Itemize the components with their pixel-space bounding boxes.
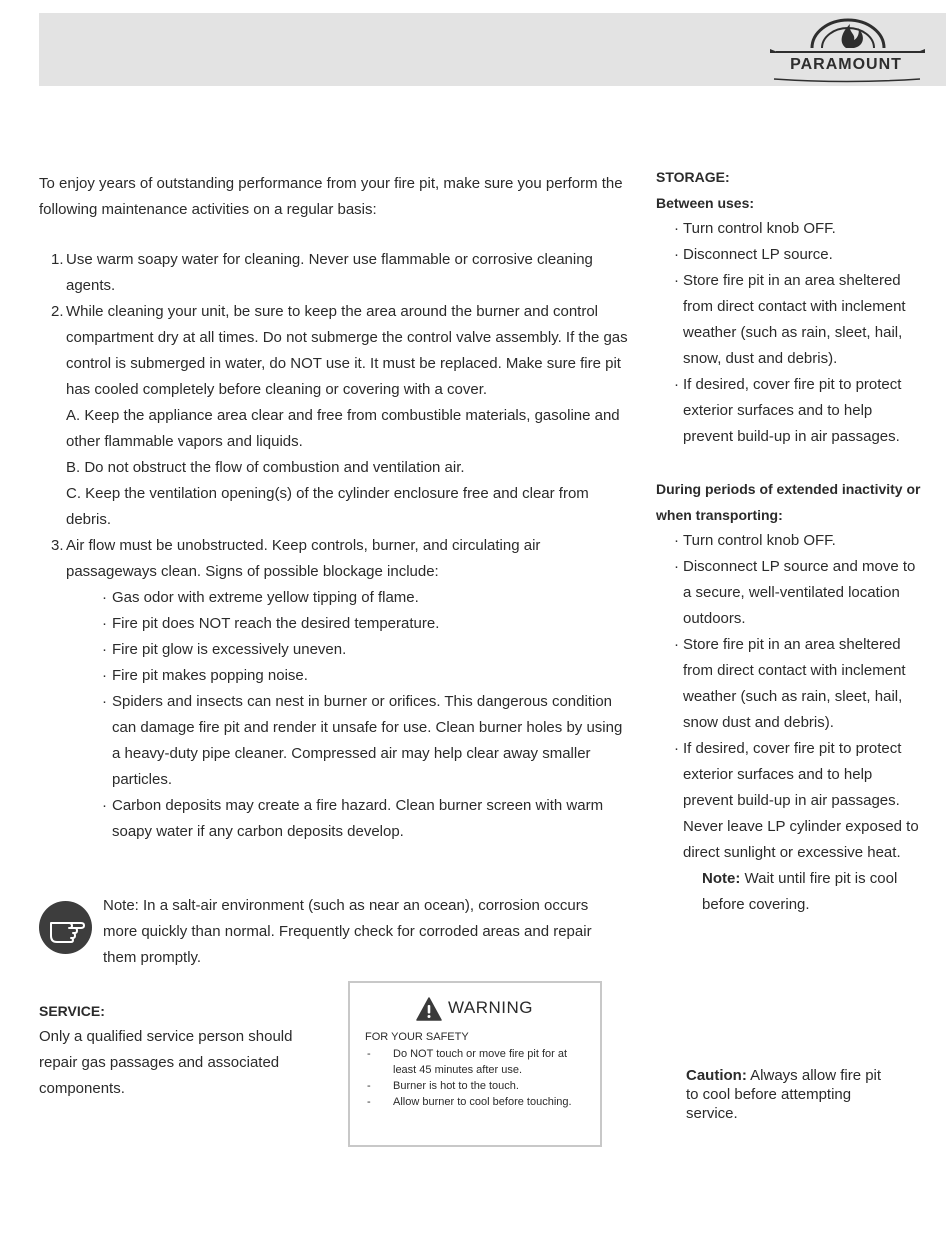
maintenance-intro: To enjoy years of outstanding performance from your fire pit, make sure you perform the following maintenance activities on a regular basis: (39, 175, 623, 218)
list-item: - Burner is hot to the touch. (365, 1078, 590, 1094)
list-item: · If desired, cover fire pit to protect exterior surfaces and to help prevent build-up in air passages. Never leave LP cylinder exposed to direct sunlight or excessive heat. (656, 736, 926, 866)
list-item: · If desired, cover fire pit to protect exterior surfaces and to help prevent build-up in air passages. (656, 372, 926, 450)
pointing-hand-icon (39, 901, 92, 954)
item-text: Air flow must be unobstructed. Keep controls, burner, and circulating air passageways clean. Signs of possible blockage include: (66, 537, 541, 580)
item-text: While cleaning your unit, be sure to keep the area around the burner and control compartment dry at all times. Do not submerge the control valve assembly. If the gas control is submerged in water, do NOT use it. It must be replaced. Make sure fire pit has cooled completely before cleaning or covering with a cover. (66, 303, 628, 398)
storage-title: STORAGE: (656, 169, 730, 185)
list-item: · Fire pit does NOT reach the desired temperature. (102, 611, 629, 637)
list-item: · Turn control knob OFF. (656, 528, 926, 554)
service-title: SERVICE: (39, 1003, 105, 1019)
list-item: - Do NOT touch or move fire pit for at least 45 minutes after use. (365, 1046, 590, 1078)
storage-section (656, 164, 926, 918)
warning-box (348, 981, 602, 1147)
warning-list (365, 1046, 590, 1110)
note-label: Note: (702, 870, 741, 887)
warning-triangle-icon (416, 997, 442, 1021)
sub-item-a: A. Keep the appliance area clear and free from combustible materials, gasoline and other flammable vapors and liquids. (66, 407, 620, 450)
maintenance-section (39, 171, 629, 845)
list-item: · Disconnect LP source. (656, 242, 926, 268)
extended-inactivity-title: During periods of extended inactivity or when transporting: (656, 481, 921, 523)
warning-subtitle: FOR YOUR SAFETY (365, 1031, 469, 1043)
item-number: 1. (51, 251, 64, 268)
list-item: · Disconnect LP source and move to a secure, well-ventilated location outdoors. (656, 554, 926, 632)
logo-wordmark: PARAMOUNT (790, 56, 902, 73)
list-item: - Allow burner to cool before touching. (365, 1094, 590, 1110)
paramount-logo (770, 18, 925, 86)
list-item: · Gas odor with extreme yellow tipping of flame. (102, 585, 629, 611)
list-item: · Store fire pit in an area sheltered from direct contact with inclement weather (such as rain, sleet, hail, snow dust and debris). (656, 632, 926, 736)
list-item: · Fire pit glow is excessively uneven. (102, 637, 629, 663)
service-text: Only a qualified service person should repair gas passages and associated components. (39, 1028, 293, 1097)
between-uses-title: Between uses: (656, 195, 755, 211)
list-item: · Turn control knob OFF. (656, 216, 926, 242)
maintenance-item-1 (39, 247, 629, 299)
note-text: Note: In a salt-air environment (such as near an ocean), corrosion occurs more quickly than normal. Frequently check for corroded areas and repair them promptly. (103, 897, 592, 966)
caution-text: Always allow fire pit to cool before attempting service. (686, 1067, 882, 1122)
list-item: · Store fire pit in an area sheltered from direct contact with inclement weather (such as rain, sleet, hail, snow, dust and debris). (656, 268, 926, 372)
maintenance-list (39, 247, 629, 845)
flame-logo-icon (770, 18, 925, 58)
item-text: Use warm soapy water for cleaning. Never use flammable or corrosive cleaning agents. (66, 251, 593, 294)
logo-underline-icon (770, 76, 925, 86)
item-number: 2. (51, 303, 64, 320)
maintenance-item-3 (39, 533, 629, 585)
caution-label: Caution: (686, 1067, 747, 1084)
service-section (39, 998, 329, 1102)
storage-note (656, 866, 926, 918)
note-text: Wait until fire pit is cool before covering. (702, 870, 898, 913)
caution-note (686, 1066, 886, 1123)
blockage-signs-list (39, 585, 629, 845)
item-number: 3. (51, 537, 64, 554)
warning-title: WARNING (448, 998, 534, 1017)
list-item: · Carbon deposits may create a fire hazard. Clean burner screen with warm soapy water if any carbon deposits develop. (102, 793, 629, 845)
sub-item-b: B. Do not obstruct the flow of combustion and ventilation air. (66, 459, 465, 476)
sub-item-c: C. Keep the ventilation opening(s) of the cylinder enclosure free and clear from debris. (66, 485, 589, 528)
maintenance-item-2 (39, 299, 629, 403)
list-item: · Fire pit makes popping noise. (102, 663, 629, 689)
list-item: · Spiders and insects can nest in burner or orifices. This dangerous condition can damage fire pit and render it unsafe for use. Clean burner holes by using a heavy-duty pipe cleaner. Compressed air may help clear away smaller particles. (102, 689, 629, 793)
